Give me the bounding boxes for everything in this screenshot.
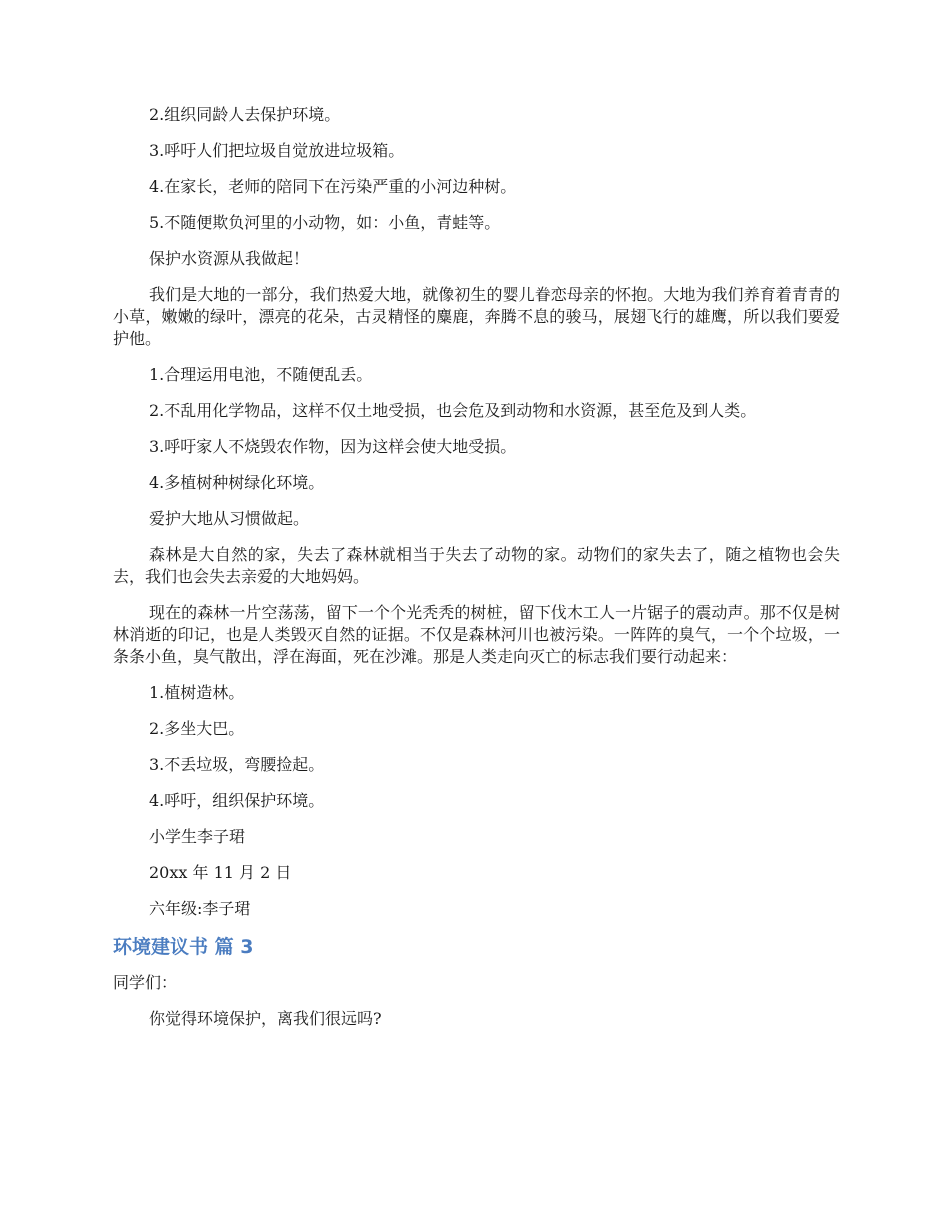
- paragraph: 4.呼吁，组织保护环境。: [149, 791, 325, 810]
- signature-line: 小学生李子珺: [149, 827, 246, 846]
- paragraph: 1.植树造林。: [149, 683, 245, 702]
- paragraph: 1.合理运用电池，不随便乱丢。: [149, 365, 373, 384]
- paragraph: 3.呼吁家人不烧毁农作物，因为这样会使大地受损。: [149, 437, 517, 456]
- paragraph: 现在的森林一片空荡荡，留下一个个光秃秃的树桩，留下伐木工人一片锯子的震动声。那不仅是树林消逝的印记，也是人类毁灭自然的证据。不仅是森林河川也被污染。一阵阵的臭气，一个个垃圾，一条条小鱼，臭气散出，浮在海面，死在沙滩。那是人类走向灭亡的标志我们要行动起来：: [113, 603, 840, 666]
- greeting: 同学们：: [113, 973, 178, 992]
- paragraph: 2.多坐大巴。: [149, 719, 245, 738]
- date-line: 20xx 年 11 月 2 日: [149, 863, 292, 882]
- document-page: [113, 104, 840, 1044]
- paragraph: 2.组织同龄人去保护环境。: [149, 105, 341, 124]
- paragraph: 5.不随便欺负河里的小动物，如：小鱼，青蛙等。: [149, 213, 501, 232]
- paragraph: 3.呼吁人们把垃圾自觉放进垃圾箱。: [149, 141, 405, 160]
- paragraph: 你觉得环境保护，离我们很远吗?: [149, 1009, 382, 1028]
- signature-line: 六年级:李子珺: [149, 899, 251, 918]
- paragraph: 森林是大自然的家，失去了森林就相当于失去了动物的家。动物们的家失去了，随之植物也会失去，我们也会失去亲爱的大地妈妈。: [113, 545, 840, 586]
- paragraph: 4.在家长，老师的陪同下在污染严重的小河边种树。: [149, 177, 517, 196]
- paragraph: 4.多植树种树绿化环境。: [149, 473, 325, 492]
- paragraph: 3.不丢垃圾，弯腰捡起。: [149, 755, 325, 774]
- paragraph: 2.不乱用化学物品，这样不仅土地受损，也会危及到动物和水资源，甚至危及到人类。: [149, 401, 757, 420]
- section-heading: 环境建议书 篇 3: [113, 936, 254, 958]
- paragraph: 保护水资源从我做起！: [149, 249, 310, 268]
- paragraph: 爱护大地从习惯做起。: [149, 509, 310, 528]
- paragraph: 我们是大地的一部分，我们热爱大地，就像初生的婴儿眷恋母亲的怀抱。大地为我们养育着青青的小草，嫩嫩的绿叶，漂亮的花朵，古灵精怪的麋鹿，奔腾不息的骏马，展翅飞行的雄鹰，所以我们要爱护他。: [113, 285, 840, 348]
